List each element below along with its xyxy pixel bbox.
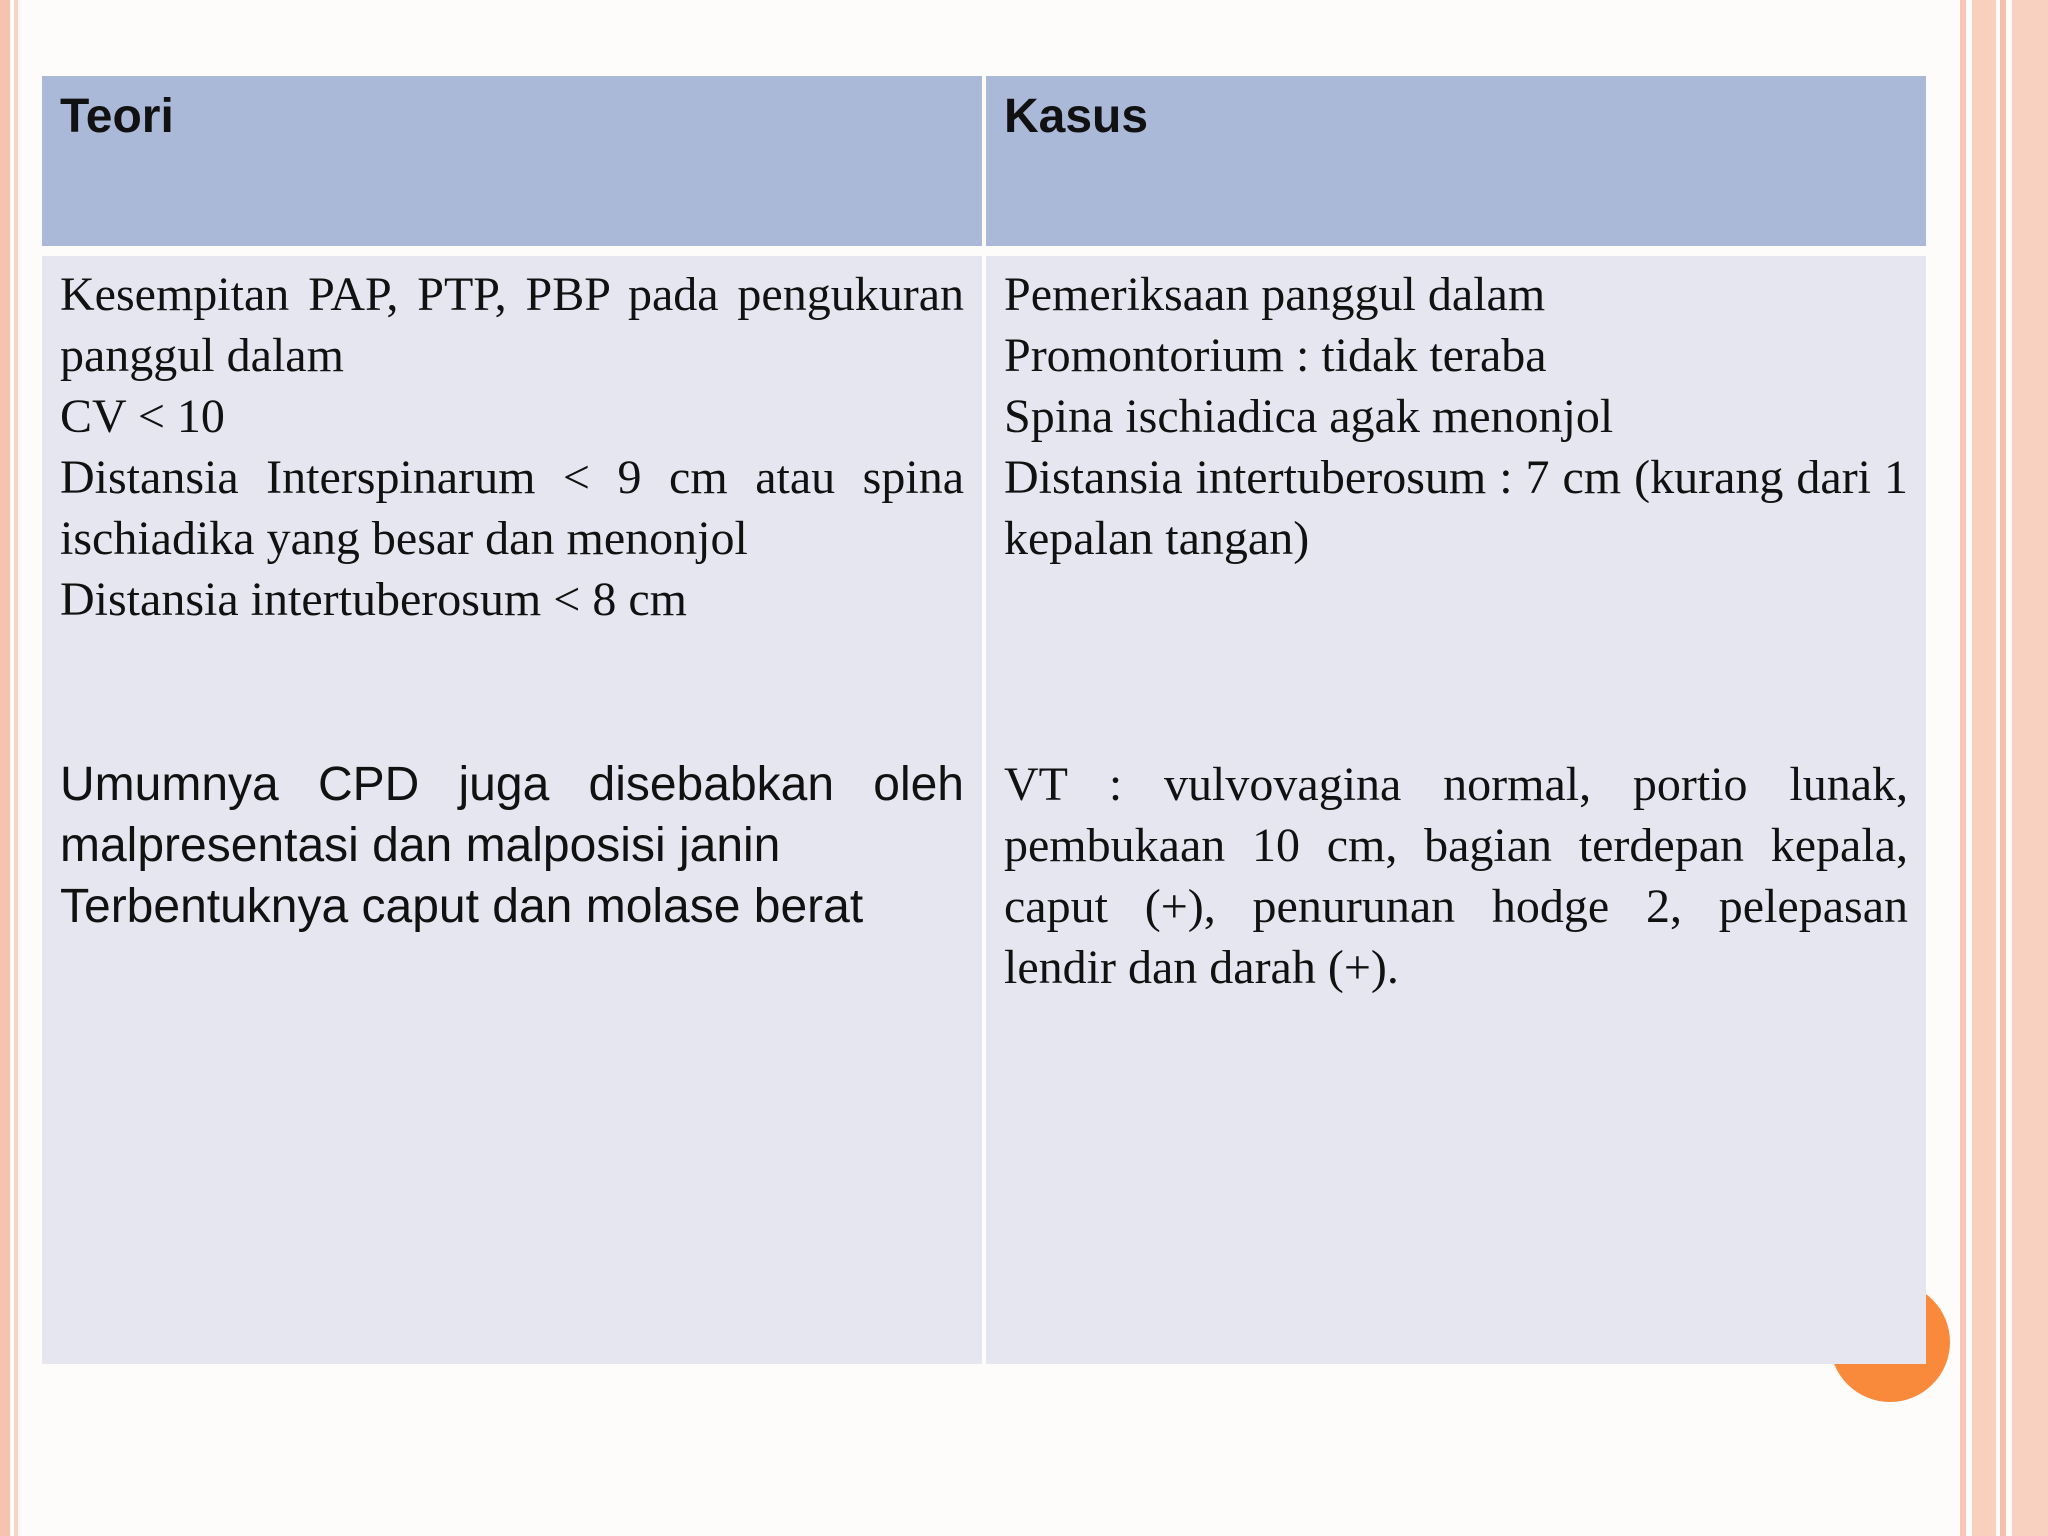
header-kasus-label: Kasus: [1004, 90, 1149, 143]
teori-line: CV < 10: [60, 390, 225, 443]
teori-line: Kesempitan PAP, PTP, PBP pada pengukuran panggul dalam: [60, 268, 964, 382]
kasus-line: Spina ischiadica agak menonjol: [1004, 390, 1614, 443]
decorative-border-right-4: [2012, 0, 2048, 1536]
decorative-border-right-2: [1972, 0, 1996, 1536]
kasus-line: Distansia intertuberosum : 7 cm (kurang dari 1 kepalan tangan): [1004, 451, 1908, 565]
kasus-line: Promontorium : tidak teraba: [1004, 329, 1547, 382]
header-teori-label: Teori: [60, 90, 174, 143]
teori-criteria: [60, 264, 964, 630]
teori-note-1: Umumnya CPD juga disebabkan oleh malpresentasi dan malposisi janin: [60, 758, 964, 872]
decorative-border-right-3: [2000, 0, 2006, 1536]
decorative-border-left: [0, 0, 10, 1536]
teori-note-cpd: [60, 754, 964, 876]
header-kasus: [986, 76, 1926, 246]
kasus-vt: [1004, 754, 1908, 998]
kasus-line: Pemeriksaan panggul dalam: [1004, 268, 1546, 321]
decorative-border-left-inner: [14, 0, 18, 1536]
kasus-findings: [1004, 264, 1908, 569]
kasus-vt-text: VT : vulvovagina normal, portio lunak, pembukaan 10 cm, bagian terdepan kepala, caput (+), penurunan hodge 2, pelepasan lendir dan darah (+).: [1004, 758, 1908, 994]
header-teori: [42, 76, 982, 246]
teori-note-2: Terbentuknya caput dan molase berat: [60, 880, 864, 933]
teori-note-caput: [60, 876, 964, 937]
decorative-border-right-1: [1960, 0, 1966, 1536]
teori-line: Distansia Interspinarum < 9 cm atau spina ischiadika yang besar dan menonjol: [60, 451, 964, 565]
comparison-table: [42, 76, 1926, 1364]
cell-kasus: [986, 256, 1926, 1364]
cell-teori: [42, 256, 982, 1364]
teori-line: Distansia intertuberosum < 8 cm: [60, 573, 687, 626]
